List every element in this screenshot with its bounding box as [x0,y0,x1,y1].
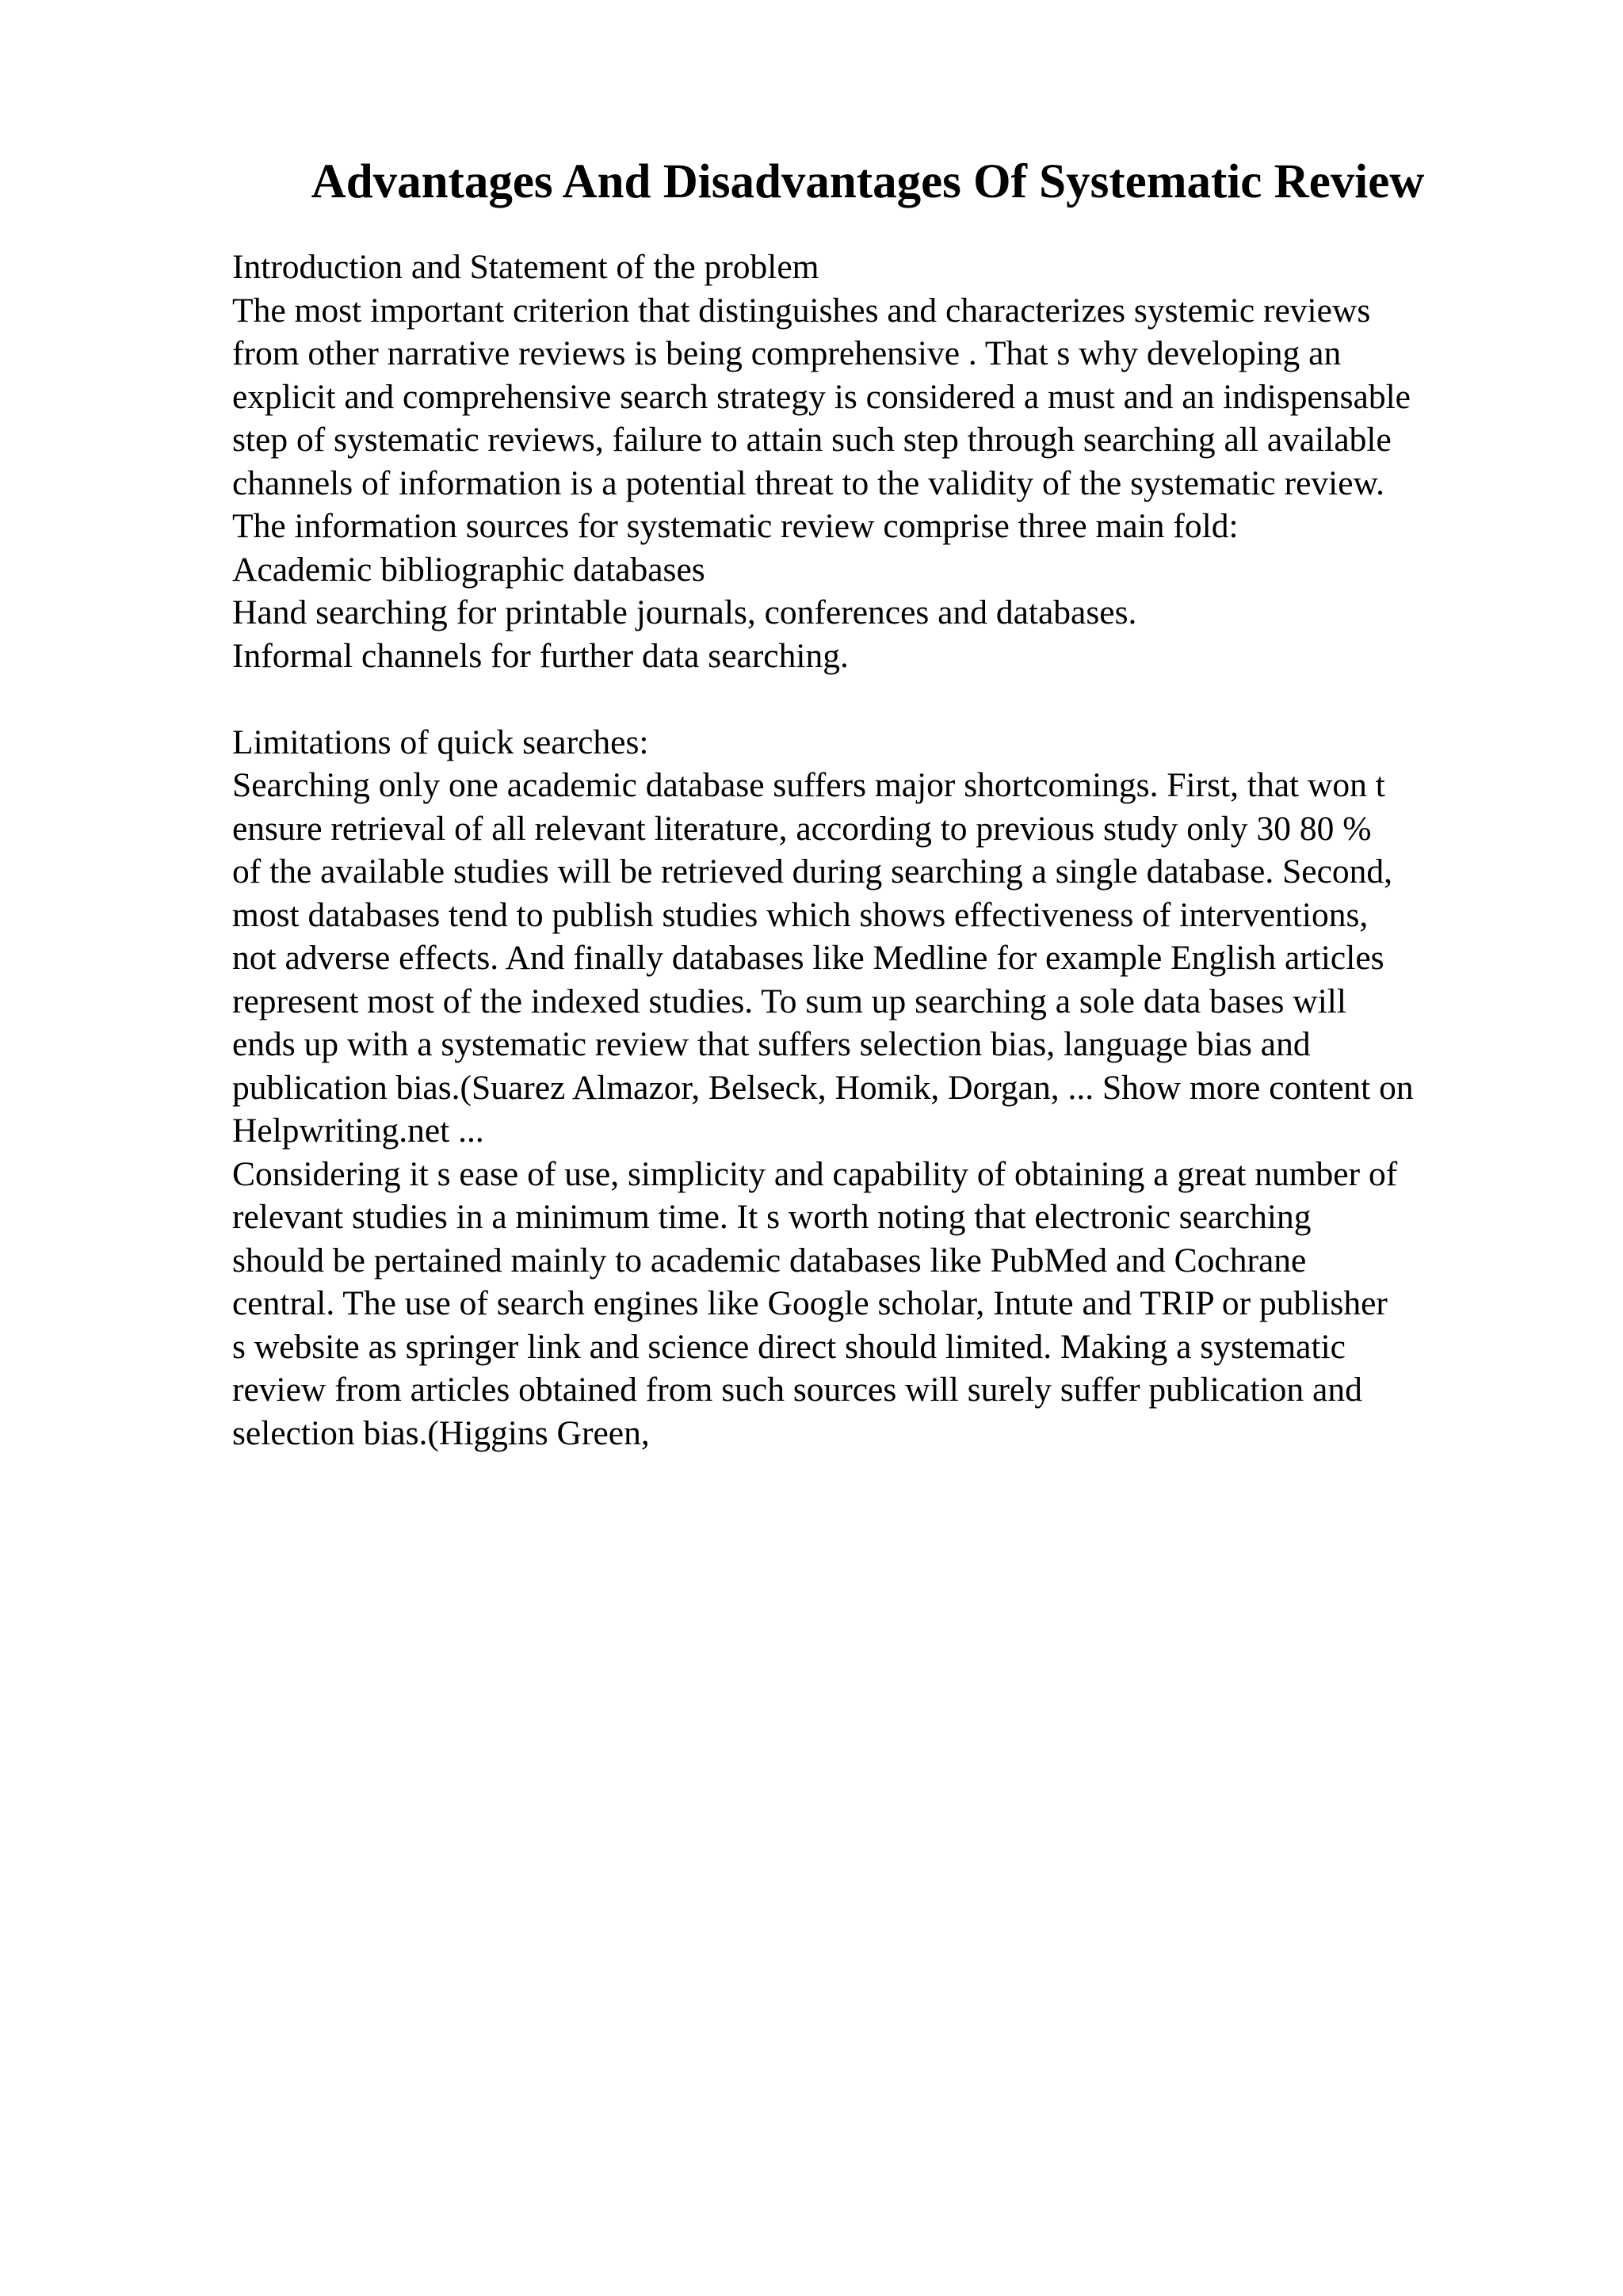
list-item: Academic bibliographic databases [232,550,705,589]
text-line: ends up with a systematic review that suffers selection bias, language bias and [232,1025,1311,1063]
text-line: s website as springer link and science direct should limited. Making a systematic [232,1327,1346,1366]
text-line: explicit and comprehensive search strategy is considered a must and an indispensable [232,377,1411,416]
text-line: channels of information is a potential threat to the validity of the systematic review. [232,463,1385,502]
list-item: Hand searching for printable journals, conferences and databases. [232,593,1137,631]
text-line: selection bias.(Higgins Green, [232,1413,650,1452]
list-item: Informal channels for further data searching. [232,636,849,675]
text-line: most databases tend to publish studies which shows effectiveness of interventions, [232,895,1369,934]
section-heading-limitations: Limitations of quick searches: [232,723,649,761]
document-body [232,246,1611,1455]
text-line: not adverse effects. And finally databases like Medline for example English articles [232,939,1384,977]
text-line: relevant studies in a minimum time. It s worth noting that electronic searching [232,1198,1312,1236]
text-line: Searching only one academic database suffers major shortcomings. First, that won t [232,766,1385,804]
text-line: of the available studies will be retrieved during searching a single database. Second, [232,852,1393,891]
section-heading-introduction: Introduction and Statement of the problem [232,248,819,286]
blank-line [232,677,1611,721]
text-line: central. The use of search engines like Google scholar, Intute and TRIP or publisher [232,1284,1388,1322]
text-line: Helpwriting.net ... [232,1112,484,1150]
text-line: review from articles obtained from such sources will surely suffer publication and [232,1371,1362,1409]
text-line: publication bias.(Suarez Almazor, Belseck, Homik, Dorgan, ... Show more content on [232,1068,1414,1107]
text-line: represent most of the indexed studies. To sum up searching a sole data bases will [232,982,1346,1020]
text-line: Considering it s ease of use, simplicity and capability of obtaining a great number of [232,1154,1398,1193]
text-line: should be pertained mainly to academic databases like PubMed and Cochrane [232,1241,1307,1280]
document-title: Advantages And Disadvantages Of Systematic Review [311,155,1425,208]
text-line: The information sources for systematic review comprise three main fold: [232,507,1239,545]
text-line: step of systematic reviews, failure to attain such step through searching all available [232,421,1392,459]
text-line: The most important criterion that distinguishes and characterizes systemic reviews [232,291,1371,330]
text-line: ensure retrieval of all relevant literature, according to previous study only 30 80 % [232,809,1372,848]
text-line: from other narrative reviews is being comprehensive . That s why developing an [232,334,1342,372]
